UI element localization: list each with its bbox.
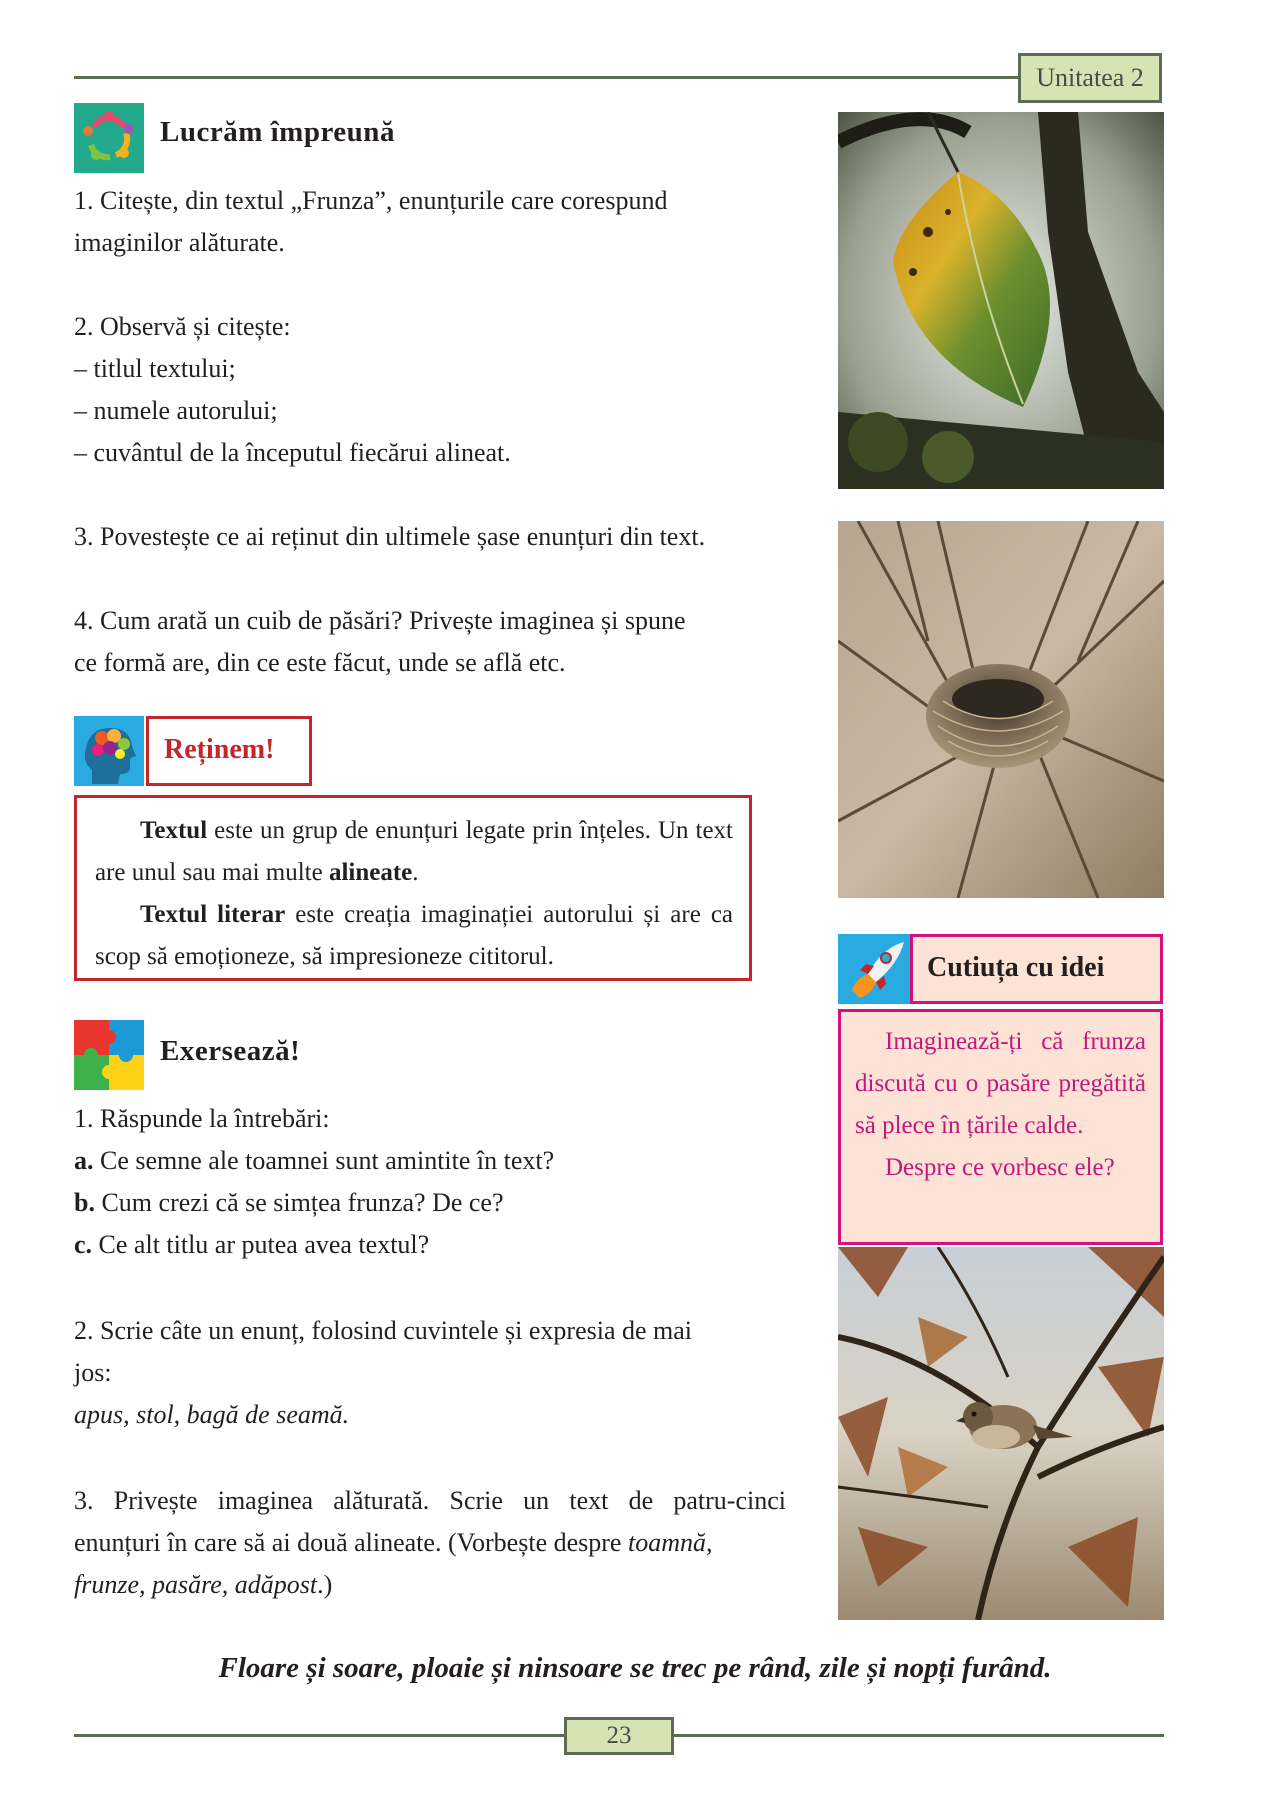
- q4-line1: 4. Cum arată un cuib de păsări? Privește imaginea și spune: [74, 606, 686, 635]
- nest-photo: [838, 521, 1164, 898]
- retinem-paragraph-1: Textul este un grup de enunțuri legate prin înțeles. Un text are unul sau mai multe alineate.: [95, 817, 733, 886]
- leaf-photo: [838, 112, 1164, 489]
- page-number: 23: [564, 1717, 674, 1755]
- cutiuta-paragraph-2: Despre ce vorbesc ele?: [885, 1154, 1115, 1181]
- q2-item: – numele autorului;: [74, 396, 278, 425]
- q3: 3. Povestește ce ai reținut din ultimele șase enunțuri din text.: [74, 522, 706, 551]
- retinem-paragraph-2: Textul literar este creația imaginației autorului și are ca scop să emoționeze, să impresioneze cititorul.: [95, 901, 734, 970]
- exerseaza-title: Exersează!: [160, 1035, 301, 1067]
- lucram-title: Lucrăm împreună: [160, 116, 395, 148]
- ex-q1-item-c: c. Ce alt titlu ar putea avea textul?: [74, 1230, 430, 1259]
- cutiuta-box: [838, 1009, 1163, 1245]
- retinem-title: Reținem!: [146, 716, 312, 786]
- ex-q3-line2: enunțuri în care să ai două alineate. (Vorbește despre toamnă,: [74, 1528, 713, 1557]
- q2-intro: 2. Observă și citește:: [74, 312, 291, 341]
- term-alineate: alineate: [328, 859, 413, 886]
- ex-q1-item-a: a. Ce semne ale toamnei sunt amintite în text?: [74, 1146, 555, 1175]
- puzzle-icon: [74, 1020, 144, 1090]
- term-textul: Textul: [140, 817, 208, 844]
- footer-rule-right: [674, 1734, 1164, 1737]
- ex-q3-line1: 3. Privește imaginea alăturată. Scrie un text de patru-cinci: [74, 1486, 786, 1515]
- ex-q3-line3: frunze, pasăre, adăpost.): [74, 1570, 333, 1599]
- ex-q2-line1: 2. Scrie câte un enunț, folosind cuvintele și expresia de mai: [74, 1316, 693, 1345]
- ex-q2-words: apus, stol, bagă de seamă.: [74, 1400, 350, 1429]
- cutiuta-title: Cutiuța cu idei: [910, 934, 1163, 1004]
- exerseaza-questions: [74, 1098, 786, 1606]
- q2-item: – titlul textului;: [74, 354, 236, 383]
- ex-q1-intro: 1. Răspunde la întrebări:: [74, 1104, 330, 1133]
- retinem-box: [74, 795, 752, 981]
- ex-q1-item-b: b. Cum crezi că se simțea frunza? De ce?: [74, 1188, 504, 1217]
- bird-photo: [838, 1247, 1164, 1620]
- unit-label: Unitatea 2: [1018, 53, 1162, 103]
- ex-q2-line2: jos:: [74, 1358, 112, 1387]
- rocket-icon: [838, 934, 910, 1004]
- proverb: Floare și soare, ploaie și ninsoare se trec pe rând, zile și nopți furând.: [218, 1652, 1052, 1684]
- q1-line1: 1. Citește, din textul „Frunza”, enunțurile care corespund: [74, 186, 668, 215]
- term-textul-literar: Textul literar: [140, 901, 286, 928]
- q2-item: – cuvântul de la începutul fiecărui alineat.: [74, 438, 511, 467]
- q4-line2: ce formă are, din ce este făcut, unde se află etc.: [74, 648, 566, 677]
- lucram-questions: [74, 180, 764, 684]
- header-rule: [74, 76, 1018, 79]
- team-circle-icon: [74, 103, 144, 173]
- brain-head-icon: [74, 716, 144, 786]
- q1-line2: imaginilor alăturate.: [74, 228, 285, 257]
- cutiuta-paragraph-1: Imaginează-ți că frunza discută cu o pasăre pregătită să plece în țările calde.: [855, 1028, 1146, 1139]
- footer-rule-left: [74, 1734, 564, 1737]
